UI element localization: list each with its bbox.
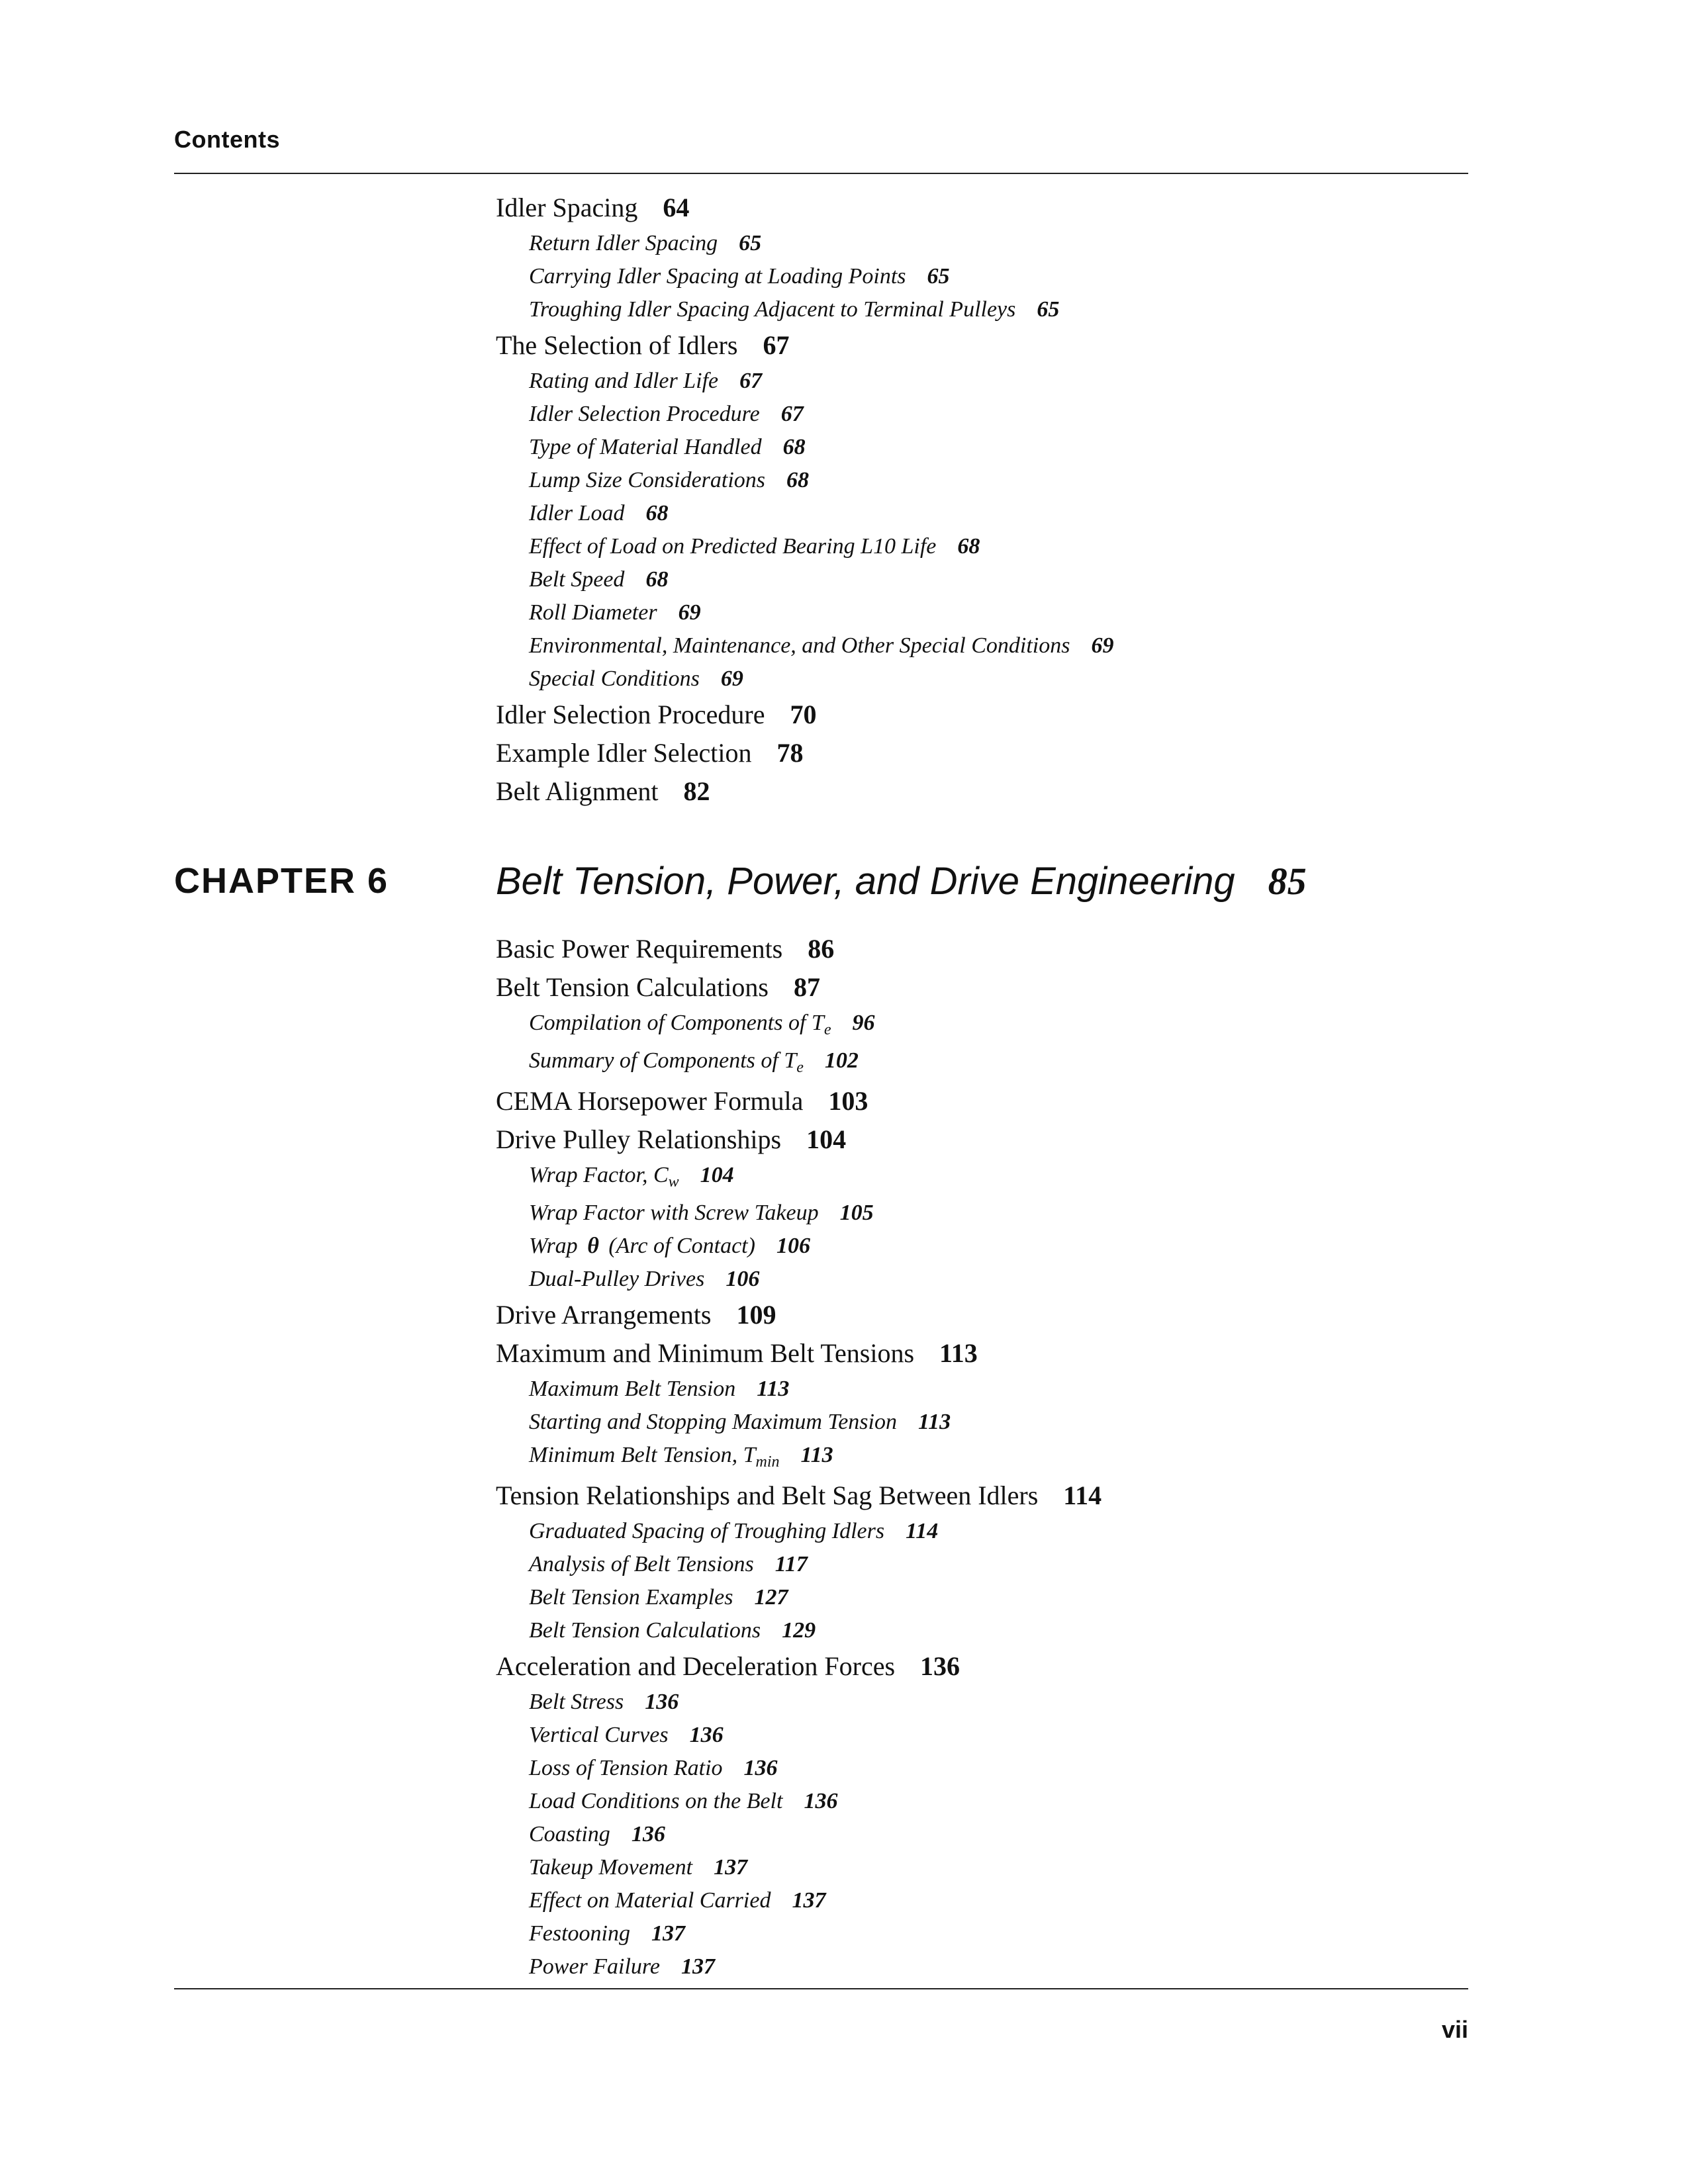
toc-entry[interactable]: Drive Arrangements 109 [496, 1300, 776, 1330]
toc-subentry[interactable]: Wrap Factor, $C_w$ 104 [529, 1163, 734, 1191]
toc-subentry[interactable]: Return Idler Spacing 65 [529, 231, 762, 255]
toc-subentry[interactable]: Load Conditions on the Belt 136 [529, 1789, 838, 1813]
toc-top-section [496, 189, 1462, 811]
toc-entry[interactable]: Acceleration and Deceleration Forces 136 [496, 1651, 961, 1681]
toc-subentry[interactable]: Compilation of Components of $T_e$ 96 [529, 1011, 875, 1038]
toc-subentry[interactable]: Vertical Curves 136 [529, 1723, 724, 1747]
toc-entry[interactable]: Belt Tension Calculations 87 [496, 972, 820, 1002]
page-number: vii [1441, 2016, 1468, 2043]
toc-entry[interactable]: CEMA Horsepower Formula 103 [496, 1086, 868, 1116]
toc-chapter-6 [496, 930, 1462, 1983]
toc-subentry[interactable]: Wrap Factor with Screw Takeup 105 [529, 1201, 874, 1225]
theta-symbol: θ [587, 1234, 599, 1258]
toc-subentry[interactable]: Lump Size Considerations 68 [529, 468, 810, 492]
toc-subentry[interactable]: Effect of Load on Predicted Bearing L10 Life 68 [529, 534, 980, 559]
toc-entry[interactable]: Basic Power Requirements 86 [496, 934, 835, 964]
toc-entry[interactable]: Example Idler Selection 78 [496, 738, 804, 768]
toc-entry[interactable]: Idler Spacing 64 [496, 193, 690, 222]
toc-subentry[interactable]: Festooning 137 [529, 1921, 685, 1946]
toc-subentry[interactable]: Coasting 136 [529, 1822, 665, 1846]
toc-subentry[interactable]: Type of Material Handled 68 [529, 435, 806, 459]
toc-entry[interactable]: Maximum and Minimum Belt Tensions 113 [496, 1338, 978, 1368]
chapter-page: 85 [1268, 860, 1307, 903]
toc-subentry[interactable]: Starting and Stopping Maximum Tension 113 [529, 1410, 951, 1434]
toc-subentry[interactable]: Rating and Idler Life 67 [529, 369, 763, 393]
toc-subentry[interactable]: Wrap θ (Arc of Contact) 106 [529, 1234, 810, 1258]
footer-rule [174, 1988, 1468, 1989]
toc-subentry[interactable]: Belt Stress 136 [529, 1690, 679, 1714]
toc-subentry[interactable]: Idler Selection Procedure 67 [529, 402, 804, 426]
toc-entry[interactable]: The Selection of Idlers 67 [496, 330, 790, 360]
toc-subentry[interactable]: Analysis of Belt Tensions 117 [529, 1552, 808, 1576]
toc-entry[interactable]: Belt Alignment 82 [496, 776, 710, 806]
toc-subentry[interactable]: Takeup Movement 137 [529, 1855, 748, 1880]
toc-subentry[interactable]: Dual-Pulley Drives 106 [529, 1267, 760, 1291]
toc-subentry[interactable]: Power Failure 137 [529, 1954, 715, 1979]
toc-entry[interactable]: Drive Pulley Relationships 104 [496, 1124, 847, 1154]
toc-subentry[interactable]: Special Conditions 69 [529, 666, 743, 691]
toc-subentry[interactable]: Belt Speed 68 [529, 567, 669, 592]
toc-subentry[interactable]: Environmental, Maintenance, and Other Special Conditions 69 [529, 633, 1114, 658]
toc-subentry[interactable]: Graduated Spacing of Troughing Idlers 114 [529, 1519, 939, 1543]
toc-subentry[interactable]: Effect on Material Carried 137 [529, 1888, 826, 1913]
toc-entry[interactable]: Idler Selection Procedure 70 [496, 700, 817, 729]
toc-subentry[interactable]: Maximum Belt Tension 113 [529, 1377, 790, 1401]
toc-subentry[interactable]: Roll Diameter 69 [529, 600, 701, 625]
toc-subentry[interactable]: Summary of Components of $T_e$ 102 [529, 1048, 859, 1076]
toc-subentry[interactable]: Belt Tension Calculations 129 [529, 1618, 816, 1643]
running-head: Contents [174, 126, 280, 153]
chapter-label: CHAPTER 6 [174, 861, 389, 901]
header-rule [174, 173, 1468, 174]
toc-subentry[interactable]: Loss of Tension Ratio 136 [529, 1756, 778, 1780]
toc-entry[interactable]: Tension Relationships and Belt Sag Between Idlers 114 [496, 1480, 1102, 1510]
toc-subentry[interactable]: Troughing Idler Spacing Adjacent to Terminal Pulleys 65 [529, 297, 1060, 322]
toc-subentry[interactable]: Carrying Idler Spacing at Loading Points 65 [529, 264, 950, 289]
chapter-title[interactable]: Belt Tension, Power, and Drive Engineering 85 [496, 860, 1307, 903]
toc-subentry[interactable]: Minimum Belt Tension, $T_{min}$ 113 [529, 1443, 833, 1471]
toc-subentry[interactable]: Belt Tension Examples 127 [529, 1585, 788, 1610]
toc-subentry[interactable]: Idler Load 68 [529, 501, 669, 525]
